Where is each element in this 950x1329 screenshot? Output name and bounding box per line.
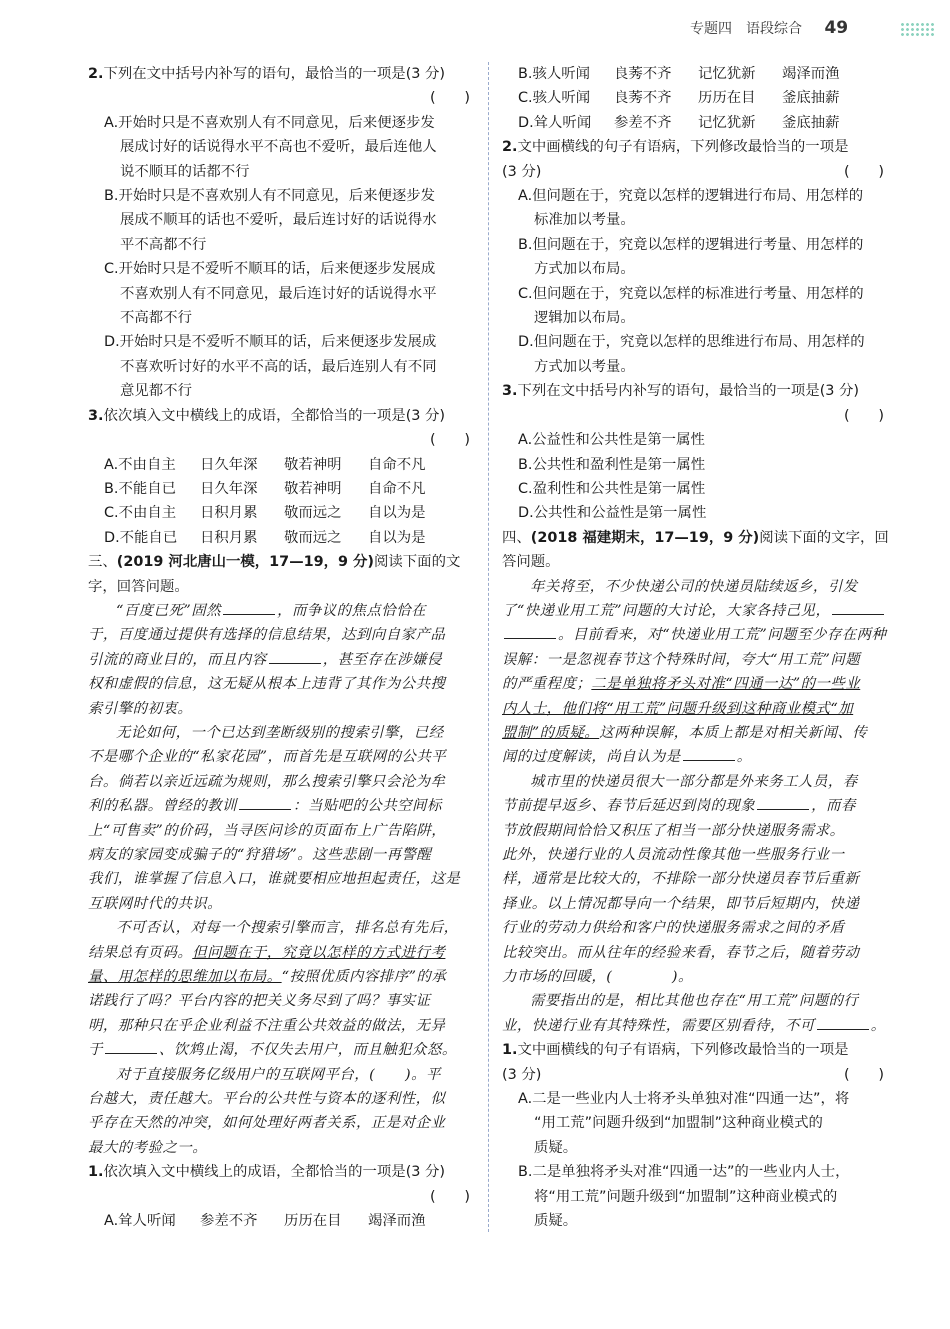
page-header xyxy=(690,18,848,38)
option-a: A.但问题在于，究竟以怎样的逻辑进行布局、用怎样的 xyxy=(518,188,864,205)
option-c: C.开始时只是不爱听不顺耳的话，后来便逐步发展成 xyxy=(104,261,436,278)
underlined-sentence: 量、用怎样的思维加以布局。 xyxy=(88,969,282,986)
option-b-cont: 平不高都不行 xyxy=(120,236,207,253)
option-c-cont: 不高都不行 xyxy=(120,310,192,327)
page-number: 49 xyxy=(824,18,849,38)
answer-paren: ( ) xyxy=(843,1066,884,1083)
option-b-cont: 质疑。 xyxy=(534,1213,578,1230)
question-number: 1. xyxy=(502,1042,518,1059)
right-column xyxy=(502,62,892,1234)
option-b: B.骇人听闻 良莠不齐 记忆犹新 竭泽而渔 xyxy=(518,66,840,82)
option-c: C.不由自主 日积月累 敬而远之 自以为是 xyxy=(104,505,426,522)
option-a-cont: 说不顺耳的话都不行 xyxy=(120,163,250,180)
underlined-sentence: 内人士，他们将“用工荒”问题升级到这种商业模式“加 xyxy=(502,700,854,717)
option-a-cont: 质疑。 xyxy=(534,1139,578,1156)
section-heading: 四、(2018 福建期末，17—19，9 分)阅读下面的文字，回 xyxy=(502,529,889,546)
option-a: A.开始时只是不喜欢别人有不同意见，后来便逐步发 xyxy=(104,114,435,131)
passage-text: 年关将至，不少快递公司的快递员陆续返乡，引发 了“快递业用工荒”问题的大讨论，大家各持己见， 。目前看来，对“快递业用工荒”问题至少存在两种 误解：一是忽视春节这个特殊时间，夸大“用工荒”问题 的严重程度；二是单独将矛头对准“四通一达”的一些业 内人士，他们将“用工荒”问题升级到这种商业模式“加 盟制”的质疑。这两种误解，本质上都是对相关新闻、传 闻的过度解读，尚自认为是 。 城市里的快递员很大一部分都是外来务工人员，春 节前提早返乡、春节后延迟到岗的现象 ，而春 节放假期间恰恰又积压了相当一部分快递服务需求。 此外，快递行业的人员流动性像其他一些服务行业一 样，通常是比较大的，不排除一部分快递员春节后重新 择业。以上情况都导向一个结果，即节后短期内，快递 行业的劳动力供给和客户的快递服务需求之间的矛盾 比较突出。而从往年的经验来看，春节之后，随着劳动 力市场的回暖，( )。 需要指出的是，相比其他也存在“用工荒”问题的行 业，快递行业有其特殊性，需要区别看待，不可 。 xyxy=(502,578,887,1034)
option-c-cont: 逻辑加以布局。 xyxy=(534,310,635,327)
answer-paren: ( ) xyxy=(429,432,470,449)
underlined-sentence: 但问题在于，究竟以怎样的方式进行考 xyxy=(192,944,446,961)
option-b: B.二是单独将矛头对准“四通一达”的一些业内人士， xyxy=(518,1164,850,1181)
question-stem: 下列在文中括号内补写的语句，最恰当的一项是(3 分) xyxy=(103,66,446,82)
option-d-cont: 方式加以考量。 xyxy=(534,358,635,375)
column-divider xyxy=(488,62,489,1232)
option-b: B.但问题在于，究竟以怎样的逻辑进行考量、用怎样的 xyxy=(518,236,864,253)
section-heading: 三、(2019 河北唐山一模，17—19，9 分)阅读下面的文 xyxy=(88,554,461,571)
answer-paren: ( ) xyxy=(843,407,884,424)
option-d: D.不能自已 日积月累 敬而远之 自以为是 xyxy=(104,529,426,546)
question-number: 2. xyxy=(502,139,518,156)
question-stem: 文中画横线的句子有语病，下列修改最恰当的一项是 xyxy=(517,1042,849,1059)
option-b-cont: 将“用工荒”问题升级到“加盟制”这种商业模式的 xyxy=(534,1188,838,1205)
option-a-cont: “用工荒”问题升级到“加盟制”这种商业模式的 xyxy=(534,1115,823,1132)
option-b-cont: 方式加以布局。 xyxy=(534,261,635,278)
section-heading-cont: 字，回答问题。 xyxy=(88,578,189,595)
option-a-cont: 标准加以考量。 xyxy=(534,212,635,229)
answer-paren: ( ) xyxy=(429,90,470,107)
question-stem: 依次填入文中横线上的成语，全都恰当的一项是(3 分) xyxy=(103,407,446,424)
option-b: B.不能自已 日久年深 敬若神明 自命不凡 xyxy=(104,480,426,497)
option-d: D.耸人听闻 参差不齐 记忆犹新 釜底抽薪 xyxy=(518,114,840,131)
underlined-sentence: 二是单独将矛头对准“四通一达”的一些业 xyxy=(591,676,861,693)
question-stem-cont: (3 分) xyxy=(502,1066,542,1083)
question-number: 3. xyxy=(88,407,104,424)
option-b-cont: 展成不顺耳的话也不爱听，最后连讨好的话说得水 xyxy=(120,212,437,229)
option-b: B.开始时只是不喜欢别人有不同意见，后来便逐步发 xyxy=(104,188,436,205)
question-number: 3. xyxy=(502,383,518,400)
option-a: A.公益性和公共性是第一属性 xyxy=(518,432,705,449)
option-c: C.但问题在于，究竟以怎样的标准进行考量、用怎样的 xyxy=(518,285,864,302)
option-a-cont: 展成讨好的话说得水平不高也不爱听，最后连他人 xyxy=(120,139,437,156)
option-c-cont: 不喜欢别人有不同意见，最后连讨好的话说得水平 xyxy=(120,285,437,302)
option-b: B.公共性和盈利性是第一属性 xyxy=(518,456,706,473)
section-heading-cont: 答问题。 xyxy=(502,554,560,571)
question-stem: 下列在文中括号内补写的语句，最恰当的一项是(3 分) xyxy=(517,383,860,400)
option-d: D.开始时只是不爱听不顺耳的话，后来便逐步发展成 xyxy=(104,334,437,351)
section-title: 专题四 语段综合 xyxy=(690,21,802,37)
option-a: A.不由自主 日久年深 敬若神明 自命不凡 xyxy=(104,456,426,473)
question-stem-cont: (3 分) xyxy=(502,163,542,180)
underlined-sentence: 盟制”的质疑。 xyxy=(502,724,600,741)
decorative-dots xyxy=(900,22,936,36)
option-a: A.耸人听闻 参差不齐 历历在目 竭泽而渔 xyxy=(104,1213,426,1230)
option-d-cont: 意见都不行 xyxy=(120,383,192,400)
answer-paren: ( ) xyxy=(429,1188,470,1205)
option-c: C.盈利性和公共性是第一属性 xyxy=(518,480,706,497)
option-d: D.公共性和公益性是第一属性 xyxy=(518,505,707,522)
option-a: A.二是一些业内人士将矛头单独对准“四通一达”，将 xyxy=(518,1091,850,1108)
question-number: 2. xyxy=(88,66,104,82)
option-c: C.骇人听闻 良莠不齐 历历在目 釜底抽薪 xyxy=(518,90,840,107)
answer-paren: ( ) xyxy=(843,163,884,180)
left-column xyxy=(88,62,478,1234)
question-stem: 依次填入文中横线上的成语，全都恰当的一项是(3 分) xyxy=(103,1164,446,1181)
option-d: D.但问题在于，究竟以怎样的思维进行布局、用怎样的 xyxy=(518,334,865,351)
question-number: 1. xyxy=(88,1164,104,1181)
passage-text: “百度已死”固然 ，而争议的焦点恰恰在 于，百度通过提供有选择的信息结果，达到向自家产品 引流的商业目的，而且内容 ，甚至存在涉嫌侵 权和虚假的信息，这无疑从根本上违背了其作为公共搜 索引擎的初衷。 无论如何，一个已达到垄断级别的搜索引擎，已经 不是哪个企业的“私家花园”，而首先是互联网的公共平 台。倘若以亲近远疏为规则，那么搜索引擎只会沦为牟 利的私器。曾经的教训 ：当贴吧的公共空间标 上“可售卖”的价码，当寻医问诊的页面布上广告陷阱， 病友的家园变成骗子的“狩猎场”。这些悲剧一再警醒 我们，谁掌握了信息入口，谁就要相应地担起责任，这是 互联网时代的共识。 不可否认，对每一个搜索引擎而言，排名总有先后， 结果总有页码。但问题在于，究竟以怎样的方式进行考 量、用怎样的思维加以布局。“按照优质内容排序”的承 诺践行了吗？平台内容的把关义务尽到了吗？事实证 明，那种只在乎企业利益不注重公共效益的做法，无异 于 、饮鸩止渴，不仅失去用户，而且触犯众怒。 对于直接服务亿级用户的互联网平台，( )。平 台越大，责任越大。平台的公共性与资本的逐利性，似 乎存在天然的冲突，如何处理好两者关系，正是对企业 最大的考验之一。 xyxy=(88,602,461,1156)
option-d-cont: 不喜欢听讨好的水平不高的话，最后连别人有不同 xyxy=(120,358,437,375)
question-stem: 文中画横线的句子有语病，下列修改最恰当的一项是 xyxy=(517,139,849,156)
